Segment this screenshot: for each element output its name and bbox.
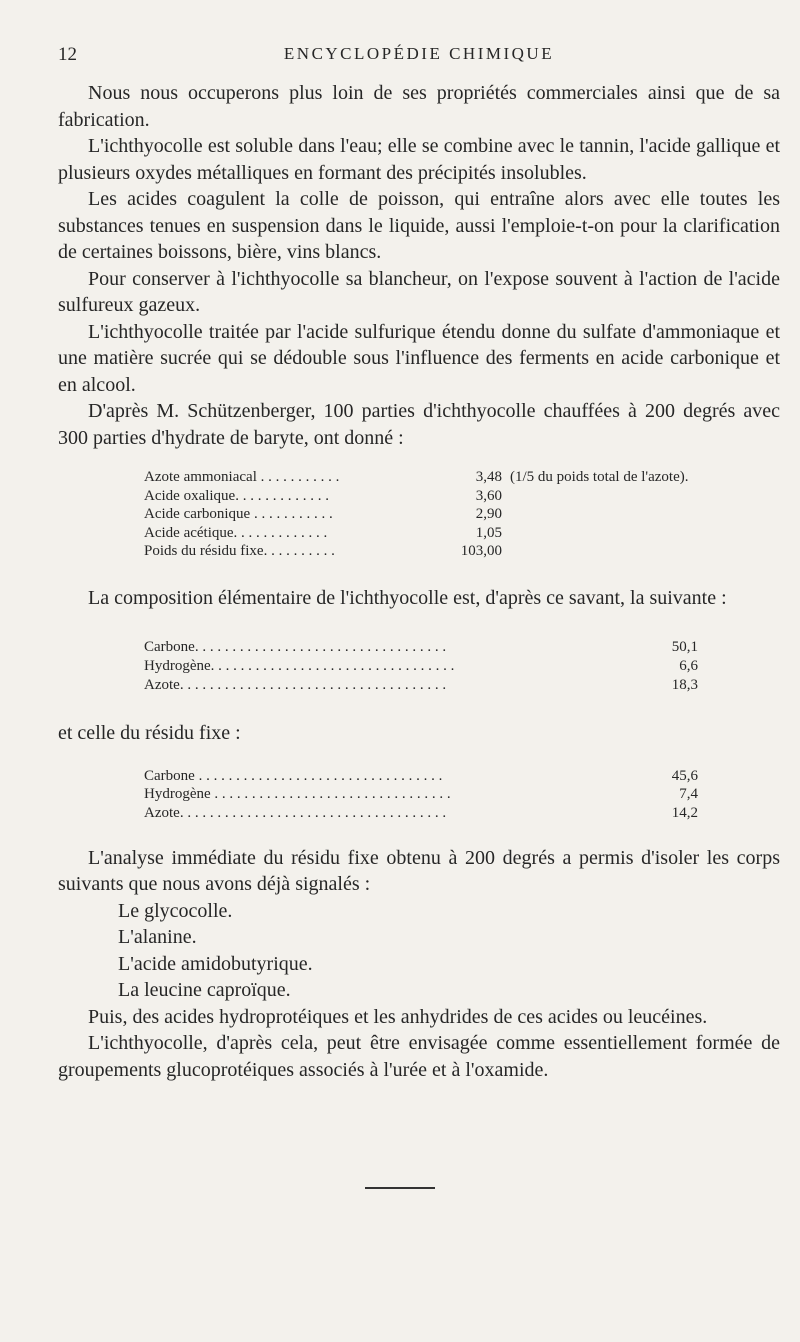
table-value: 1,05 bbox=[475, 524, 502, 541]
table-label: Hydrogène . . . . . . . . . . . . . . . . . . . . . . . . . . . . . . . . bbox=[144, 786, 451, 803]
table-value: 7,4 bbox=[679, 786, 698, 803]
paragraph: L'analyse immédiate du résidu fixe obtenu à 200 degrés a permis d'isoler les corps suivants que nous avons déjà signalés : bbox=[58, 846, 780, 896]
table-row bbox=[58, 638, 780, 657]
paragraph: Les acides coagulent la colle de poisson, qui entraîne alors avec elle toutes les substances tenues en suspension dans le liquide, aussi l'emploie-t-on pour la clarification de certaines boissons, bière, vins blancs. bbox=[58, 188, 780, 263]
elemental-composition-table bbox=[58, 638, 780, 694]
table-row bbox=[58, 767, 780, 786]
table-row bbox=[58, 657, 780, 676]
compound-list bbox=[58, 898, 780, 1004]
table-row bbox=[58, 804, 780, 823]
paragraph: L'ichthyocolle, d'après cela, peut être envisagée comme essentiellement formée de groupements glucoprotéiques associés à l'urée et à l'oxamide. bbox=[58, 1032, 780, 1081]
table-row bbox=[58, 785, 780, 804]
list-item: La leucine caproïque. bbox=[118, 979, 291, 1002]
paragraph: L'ichthyocolle traitée par l'acide sulfurique étendu donne du sulfate d'ammoniaque et une matière sucrée qui se dédouble sous l'influence des ferments en acide carbonique et en alcool. bbox=[58, 320, 780, 396]
paragraph: La composition élémentaire de l'ichthyocolle est, d'après ce savant, la suivante : bbox=[88, 586, 727, 609]
table-label: Azote ammoniacal . . . . . . . . . . . bbox=[144, 469, 340, 485]
table-label: Hydrogène. . . . . . . . . . . . . . . . . . . . . . . . . . . . . . . . . bbox=[144, 658, 455, 675]
table-value: 6,6 bbox=[679, 658, 698, 675]
table-label: Azote. . . . . . . . . . . . . . . . . . . . . . . . . . . . . . . . . . . . bbox=[144, 676, 447, 693]
table-row bbox=[58, 542, 780, 561]
table-label: Acide oxalique. . . . . . . . . . . . . bbox=[144, 487, 329, 504]
body-text bbox=[58, 80, 780, 1083]
table-label: Carbone . . . . . . . . . . . . . . . . . . . . . . . . . . . . . . . . . bbox=[144, 767, 443, 784]
table-value: 14,2 bbox=[671, 804, 698, 821]
table-value: 18,3 bbox=[671, 676, 698, 693]
table-label: Poids du résidu fixe. . . . . . . . . . bbox=[144, 543, 335, 560]
table-value: 103,00 bbox=[460, 543, 502, 560]
page-header bbox=[58, 44, 780, 68]
table-value: 3,48 bbox=[475, 469, 502, 485]
paragraph: et celle du résidu fixe : bbox=[58, 722, 241, 745]
table-row bbox=[58, 487, 780, 506]
paragraph: Nous nous occuperons plus loin de ses propriétés commerciales ainsi que de sa fabrication. bbox=[58, 82, 780, 131]
table-row bbox=[58, 468, 780, 487]
table-value: 2,90 bbox=[475, 506, 502, 523]
list-item: L'acide amidobutyrique. bbox=[118, 952, 313, 975]
table-value: 50,1 bbox=[671, 639, 698, 656]
section-divider bbox=[365, 1187, 435, 1189]
table-row bbox=[58, 676, 780, 695]
table-label: Carbone. . . . . . . . . . . . . . . . . . . . . . . . . . . . . . . . . . bbox=[144, 639, 447, 656]
list-item: L'alanine. bbox=[118, 926, 197, 949]
table-label: Acide acétique. . . . . . . . . . . . . bbox=[144, 524, 328, 541]
table-row bbox=[58, 505, 780, 524]
running-title: ENCYCLOPÉDIE CHIMIQUE bbox=[283, 44, 555, 63]
paragraph: L'ichthyocolle est soluble dans l'eau; elle se combine avec le tannin, l'acide gallique et plusieurs oxydes métalliques en formant des précipités insolubles. bbox=[58, 135, 780, 184]
table-row bbox=[58, 524, 780, 543]
table-label: Azote. . . . . . . . . . . . . . . . . . . . . . . . . . . . . . . . . . . . bbox=[144, 804, 447, 821]
table-value: 3,60 bbox=[475, 487, 502, 504]
paragraph: D'après M. Schützenberger, 100 parties d'ichthyocolle chauffées à 200 degrés avec 300 parties d'hydrate de baryte, ont donné : bbox=[58, 400, 780, 449]
list-item: Le glycocolle. bbox=[118, 899, 233, 922]
table-note: (1/5 du poids total de l'azote). bbox=[510, 469, 689, 485]
table-label: Acide carbonique . . . . . . . . . . . bbox=[144, 506, 333, 523]
table-value: 45,6 bbox=[671, 767, 698, 784]
paragraph: Pour conserver à l'ichthyocolle sa blancheur, on l'expose souvent à l'action de l'acide sulfureux gazeux. bbox=[58, 267, 780, 316]
paragraph: Puis, des acides hydroprotéiques et les anhydrides de ces acides ou leucéines. bbox=[88, 1005, 708, 1028]
page-number: 12 bbox=[58, 44, 77, 65]
residue-composition-table bbox=[58, 767, 780, 823]
products-table bbox=[58, 468, 780, 561]
